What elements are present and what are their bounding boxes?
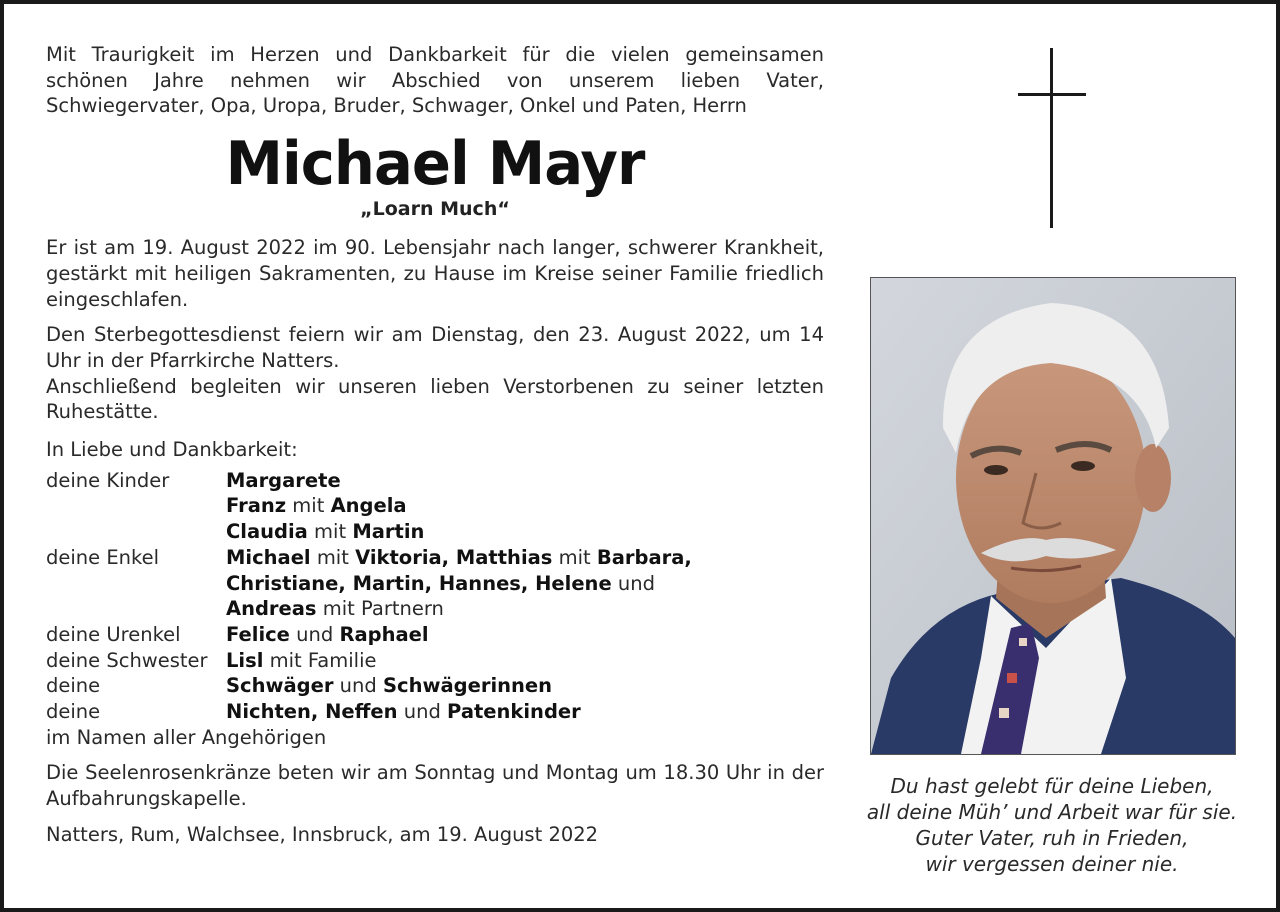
family-row-nichten [46,699,824,725]
family-names: Felice und Raphael [226,622,429,646]
family-row-schwester [46,648,824,674]
family-names: Schwäger und Schwägerinnen [226,674,553,698]
family-names: Franz mit Angela [226,494,407,518]
family-intro: In Liebe und Dankbarkeit: [46,438,298,462]
family-names: Michael mit Viktoria, Matthias mit Barbara, [226,545,692,569]
family-row [46,493,824,519]
family-row-enkel [46,545,824,571]
intro-paragraph: Mit Traurigkeit im Herzen und Dankbarkeit für die vielen gemeinsamen schönen Jahre nehmen wir Abschied von unserem lieben Vater, Schwiegervater, Opa, Uropa, Bruder, Schwager, Onkel und Paten, Herrn [46,43,824,118]
family-names: Margarete [226,468,341,492]
family-names: Christiane, Martin, Hannes, Helene und [226,571,655,595]
deceased-nickname: „Loarn Much“ [360,198,510,221]
poem-line: all deine Müh’ und Arbeit war für sie. [866,800,1238,824]
family-row [46,596,824,622]
rosary-paragraph: Die Seelenrosenkränze beten wir am Sonntag und Montag um 18.30 Uhr in der Aufbahrungskapelle. [46,761,824,811]
cross-icon [1018,48,1086,228]
poem-line: Guter Vater, ruh in Frieden, [915,826,1189,850]
family-row [46,571,824,597]
family-row-kinder [46,468,824,494]
poem-line: wir vergessen deiner nie. [925,852,1179,876]
family-row-urenkel [46,622,824,648]
family-list [46,468,824,751]
family-row [46,519,824,545]
family-label: deine Enkel [46,545,160,569]
family-row-schwaeger [46,673,824,699]
death-notice-paragraph: Er ist am 19. August 2022 im 90. Lebensjahr nach langer, schwerer Krankheit, gestärkt mit heiligen Sakramenten, zu Hause im Kreise seiner Familie friedlich eingeschlafen. [46,236,824,311]
poem [852,773,1252,877]
family-names: Andreas mit Partnern [226,597,444,621]
family-label: deine Schwester [46,648,208,672]
family-closing: im Namen aller Angehörigen [46,725,327,749]
family-names: Nichten, Neffen und Patenkinder [226,700,581,724]
portrait-photo [870,277,1236,755]
family-names: Lisl mit Familie [226,648,377,672]
poem-line: Du hast gelebt für deine Lieben, [890,774,1214,798]
deceased-name: Michael Mayr [225,129,645,200]
family-label: deine Kinder [46,468,170,492]
family-label: deine [46,700,101,724]
service-paragraph: Den Sterbegottesdienst feiern wir am Dienstag, den 23. August 2022, um 14 Uhr in der Pfarrkirche Natters. [46,323,824,372]
family-label: deine [46,674,101,698]
notice-text-column [46,42,824,858]
burial-paragraph: Anschließend begleiten wir unseren lieben Verstorbenen zu seiner letzten Ruhestätte. [46,374,824,424]
family-label: deine Urenkel [46,622,181,646]
family-names: Claudia mit Martin [226,520,425,544]
place-date: Natters, Rum, Walchsee, Innsbruck, am 19. August 2022 [46,822,599,846]
